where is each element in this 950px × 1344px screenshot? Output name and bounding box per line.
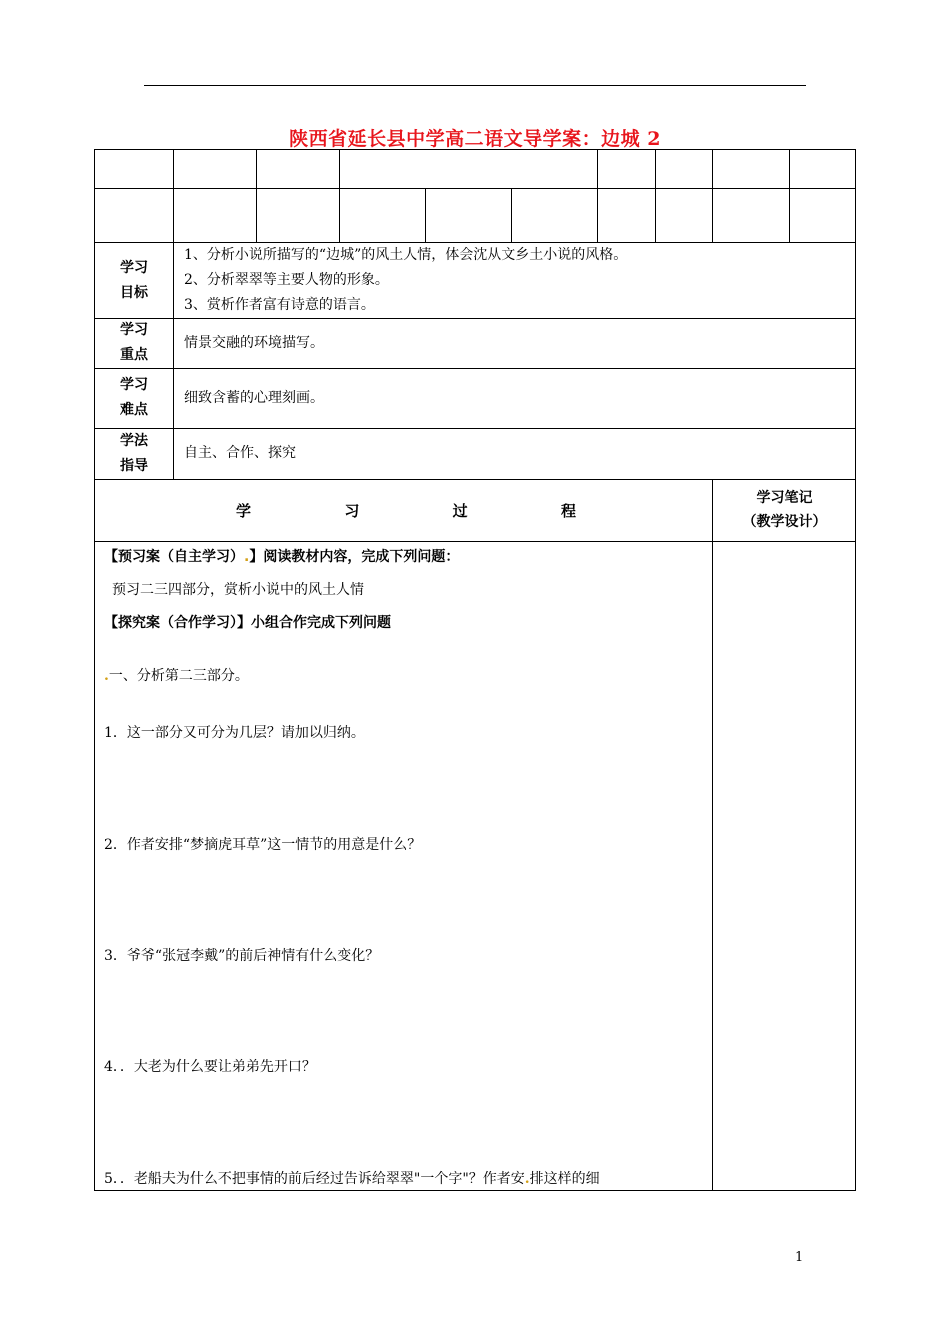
- process-heading: 学 习 过 程: [236, 502, 576, 520]
- col-divider: [597, 149, 598, 242]
- goals-list: [184, 243, 627, 318]
- col-divider: [789, 149, 790, 242]
- goal-item: 3、赏析作者富有诗意的语言。: [184, 297, 375, 313]
- notes-heading: 学习笔记 （教学设计）: [742, 490, 827, 530]
- marker-dot: .: [524, 1171, 530, 1187]
- difficulties-label: 学习 难点: [120, 377, 148, 418]
- question-4: 4．．大老为什么要让弟弟先开口？: [104, 1059, 316, 1075]
- document-title: 陕西省延长县中学高二语文导学案：边城 2: [289, 128, 661, 150]
- preview-title: 【预习案（自主学习）.】阅读教材内容，完成下列问题：: [104, 549, 460, 565]
- row-divider: [94, 428, 856, 429]
- col-divider: [173, 149, 174, 242]
- header-rule: [144, 85, 806, 86]
- marker-dot: .: [244, 549, 250, 565]
- col-divider: [256, 149, 257, 242]
- preview-text: 预习二三四部分，赏析小说中的风土人情: [112, 582, 364, 598]
- question-5: 5．．老船夫为什么不把事情的前后经过告诉给翠翠"一个字"？作者安.排这样的细: [104, 1171, 600, 1187]
- row-divider: [94, 479, 856, 480]
- row-divider: [94, 188, 856, 189]
- row-divider: [94, 318, 856, 319]
- row-divider: [94, 368, 856, 369]
- col-divider: [712, 149, 713, 242]
- question-1: 1．这一部分又可分为几层？请加以归纳。: [104, 725, 365, 741]
- notes-divider: [712, 479, 713, 1191]
- goal-item: 2、分析翠翠等主要人物的形象。: [184, 272, 389, 288]
- marker-dot: .: [104, 668, 109, 684]
- method-label: 学法 指导: [120, 433, 148, 474]
- col-divider: [425, 188, 426, 242]
- difficulties-text: 细致含蓄的心理刻画。: [184, 390, 324, 406]
- method-text: 自主、合作、探究: [184, 445, 296, 461]
- col-divider: [339, 149, 340, 242]
- key-points-text: 情景交融的环境描写。: [184, 335, 324, 351]
- col-divider: [511, 188, 512, 242]
- page-number: 1: [795, 1250, 804, 1265]
- col-divider: [655, 149, 656, 242]
- row-divider: [94, 541, 856, 542]
- explore-title: 【探究案（合作学习）】小组合作完成下列问题: [104, 615, 391, 631]
- question-3: 3．爷爷“张冠李戴”的前后神情有什么变化？: [104, 948, 380, 964]
- section-one-heading: .一、分析第二三部分。: [104, 668, 249, 684]
- key-points-label: 学习 重点: [120, 322, 148, 363]
- goals-label: 学习 目标: [120, 260, 148, 301]
- question-2: 2．作者安排“梦摘虎耳草”这一情节的用意是什么？: [104, 837, 422, 853]
- goal-item: 1、分析小说所描写的“边城”的风土人情，体会沈从文乡土小说的风格。: [184, 247, 628, 263]
